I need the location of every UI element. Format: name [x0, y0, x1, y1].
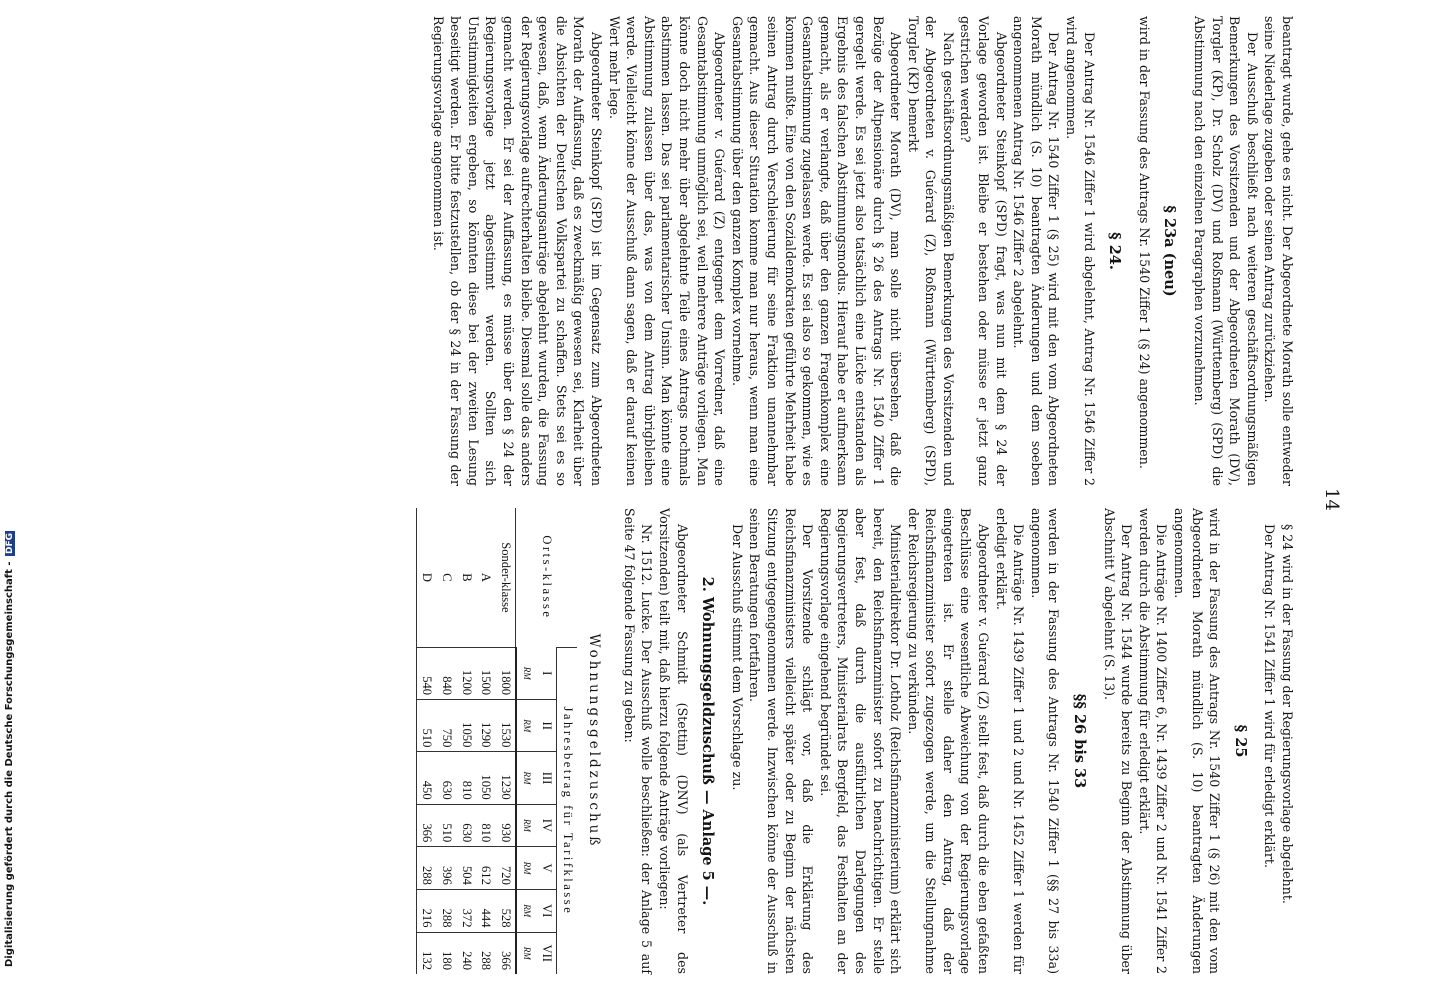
table-row-label: C: [440, 573, 455, 582]
table-row: [436, 508, 456, 974]
paragraph: Ministerialdirektor Dr. Lotholz (Reichsfinanzministerium) erklärt sich bereit, den Reichsfinanzminister sofort zu benachrichtigen. Er stelle aber fest, daß durch die ausführlichen Darlegungen des Regierungsvertreters, Ministerialrats Bergfeld, das Festhalten an der Regierungsvorlage eingehend begründet sei.: [817, 508, 904, 974]
table-cell: 504: [456, 847, 476, 890]
table-header-class: VI: [536, 889, 556, 932]
paragraph: Abgeordneter v. Guérard (Z) stellt fest, daß durch die eben gefaßten Beschlüsse eine wesentliche Abweichung von der Regierungsvorlage eingetreten ist. Er stelle daher den Antrag, daß der Reichsfinanzminister sofort zugezogen werde, um die Stellungnahme der Reichsregierung zu verkünden.: [905, 508, 992, 974]
table-cell: 1200: [456, 647, 476, 699]
table-header-unit: RM: [516, 647, 537, 699]
dfg-logo: DFG: [5, 532, 15, 554]
table-cell: 1800: [495, 647, 516, 699]
table-cell: 372: [456, 889, 476, 932]
table-header-class: III: [536, 752, 556, 804]
paragraph: Der Ausschuß stimmt dem Vorschlage zu.: [729, 524, 745, 791]
table-header-unit: RM: [516, 847, 537, 890]
table-cell: 750: [436, 700, 456, 752]
table-cell: 288: [436, 889, 456, 932]
paragraph: Abgeordneter v. Guérard (Z) entgegnet dem Vorredner, daß eine Gesamtabstimmung unmöglich sei, weil mehrere Anträge vorliegen. Man könne doch nicht mehr über abgelehnte Teile eines Antrags nochmals abstimmen lassen. Das sei parlamentarischer Unsinn. Man könnte eine Abstimmung zulassen über das, was von dem Antrag übrigbleiben werde. Vielleicht könne der Ausschuß dann sagen, daß er darauf keinen Wert mehr lege.: [606, 16, 728, 486]
table-header-unit: RM: [516, 700, 537, 752]
table-header-unit: RM: [516, 889, 537, 932]
table-cell: 1290: [476, 700, 496, 752]
table-cell: 720: [495, 847, 516, 890]
paragraph: Abgeordneter Morath (DV), man solle nicht übersehen, daß die Bezüge der Altpensionäre durch § 26 des Antrags Nr. 1540 Ziffer 1 geregelt werde. Es sei jetzt also tatsächlich eine Lücke entstanden als Ergebnis des falschen Abstimmungsmodus. Hierauf habe er aufmerksam gemacht, als er verlangte, daß über den ganzen Fragenkomplex eine Gesamtabstimmung zugelassen werde. Es sei also so gekommen, wie es kommen mußte. Eine von den Sozialdemokraten geführte Mehrheit habe seinen Antrag durch Verschleierung für seine Fraktion unannehmbar gemacht. Aus dieser Situation komme man nur heraus, wenn man eine Gesamtabstimmung über den ganzen Komplex vornehme.: [729, 16, 904, 486]
table-cell: 810: [476, 804, 496, 847]
table-cell: 810: [456, 752, 476, 804]
table-row: [476, 508, 496, 974]
table-cell: 528: [495, 889, 516, 932]
table-row: [495, 508, 516, 974]
table-row-label: A: [479, 572, 494, 582]
table-cell: 630: [456, 804, 476, 847]
table-cell: 288: [476, 932, 496, 974]
paragraph: Der Antrag Nr. 1540 Ziffer 1 (§ 25) wird mit den vom Abgeordneten Morath mündlich (S. 10) beantragten Änderungen und dem soeben angenommenen Antrag Nr. 1546 Ziffer 2 abgelehnt.: [1011, 16, 1062, 486]
table-row-label: Sonder-klasse: [499, 542, 514, 613]
paragraph: Der Ausschuß beschließt nach weiteren geschäftsordnungsmäßigen Bemerkungen des Vorsitzenden und der Abgeordneten Morath (DV), Torgler (KP), Dr. Scholz (DV) und Roßmann (Württemberg) (SPD) die Abstimmung nach den einzelnen Paragraphen vorzunehmen.: [1192, 16, 1260, 486]
table-cell: 366: [495, 932, 516, 974]
table-header-unit: RM: [516, 932, 537, 974]
table-cell: 288: [416, 847, 436, 890]
table-cell: 540: [416, 647, 436, 699]
table-cell: 1050: [476, 752, 496, 804]
paragraph: Der Antrag Nr. 1544 wurde bereits zu Beginn der Abstimmung über Abschnitt V abgelehnt (S. 13).: [1101, 508, 1135, 974]
table-header-class: VII: [536, 932, 556, 974]
table-cell: 216: [416, 889, 436, 932]
table-cell: 510: [436, 804, 456, 847]
table-row: [416, 508, 436, 974]
paragraph: werden in der Fassung des Antrags Nr. 1540 Ziffer 1 (§§ 27 bis 33a) angenommen.: [1028, 508, 1062, 974]
table-header-class: V: [536, 847, 556, 890]
table-header-class: IV: [536, 804, 556, 847]
paragraph: Die Anträge Nr. 1400 Ziffer 6, Nr. 1439 Ziffer 2 und Nr. 1541 Ziffer 2 werden durch die Abstimmung für erledigt erklärt.: [1136, 508, 1170, 974]
section-heading: § 25: [1231, 724, 1249, 758]
table-cell: 450: [416, 752, 436, 804]
table-header-unit: RM: [516, 752, 537, 804]
paragraph: Abgeordneter Steinkopf (SPD) fragt, was nun mit dem § 24 der Vorlage geworden ist. Bleibe er bestehen oder müsse er jetzt ganz gestrichen werden?: [958, 16, 1009, 486]
housing-allowance-table: [416, 508, 577, 974]
table-header-ortsklasse: Orts-klasse: [516, 508, 577, 647]
paragraph: wird in der Fassung des Antrags Nr. 1540 Ziffer 1 (§ 26) mit den vom Abgeordneten Morath mündlich (S. 10) beantragten Änderungen angenommen.: [1172, 508, 1223, 974]
table-title: Wohnungsgeldzuschuß: [586, 633, 603, 849]
table-cell: 840: [436, 647, 456, 699]
footer-text: Digitalisierung gefördert durch die Deutsche Forschungsgemeinschaft -: [4, 561, 15, 967]
paragraph: Nach geschäftsordnungsmäßigen Bemerkungen des Vorsitzenden und der Abgeordneten v. Guérard (Z), Roßmann (Württemberg) (SPD), Torgler (KP) bemerkt: [905, 16, 956, 486]
table-row-label: B: [459, 573, 474, 582]
table-cell: 1230: [495, 752, 516, 804]
table-cell: 366: [416, 804, 436, 847]
table-cell: 444: [476, 889, 496, 932]
paragraph: Der Vorsitzende schlägt vor, daß die Erklärung des Reichsfinanzministers vielleicht später oder zu Beginn der nächsten Sitzung entgegengenommen werde. Inzwischen könne der Ausschuß in seinen Beratungen fortfahren.: [747, 508, 816, 974]
paragraph: Der Antrag Nr. 1546 Ziffer 1 wird abgelehnt, Antrag Nr. 1546 Ziffer 2 wird angenommen.: [1064, 16, 1097, 486]
table-cell: 1050: [456, 700, 476, 752]
table-cell: 612: [476, 847, 496, 890]
section-heading: §§ 26 bis 33: [1071, 693, 1089, 789]
section-heading: 2. Wohnungsgeldzuschuß — Anlage 5 —.: [699, 576, 717, 906]
right-column: [416, 508, 1296, 974]
left-column: [429, 16, 1296, 486]
table-row: [456, 508, 476, 974]
table-cell: 510: [416, 700, 436, 752]
table-cell: 1530: [495, 700, 516, 752]
section-heading: § 23a (neu): [1161, 205, 1179, 297]
table-header-group: Jahresbetrag für Tarifklasse: [557, 647, 577, 974]
table-cell: 630: [436, 752, 456, 804]
section-heading: § 24.: [1106, 232, 1124, 270]
table-cell: 1500: [476, 647, 496, 699]
table-cell: 180: [436, 932, 456, 974]
paragraph: beantragt wurde, gehe es nicht. Der Abgeordnete Morath solle entweder seine Niederlage zugeben oder seinen Antrag zurückziehen.: [1262, 16, 1295, 486]
paragraph: Die Anträge Nr. 1439 Ziffer 1 und 2 und Nr. 1452 Ziffer 1 werden für erledigt erklärt.: [993, 508, 1027, 974]
paragraph: Der Antrag Nr. 1541 Ziffer 1 wird für erledigt erklärt.: [1262, 524, 1278, 868]
paragraph: Abgeordneter Schmidt (Stettin) (DNV) (als Vertreter des Vorsitzenden) teilt mit, daß hierzu folgende Anträge vorliegen:: [657, 508, 690, 974]
table-header-class: I: [540, 671, 555, 676]
table-cell: 132: [416, 932, 436, 974]
page-number: 14: [1321, 488, 1342, 511]
table-cell: 930: [495, 804, 516, 847]
table-cell: 396: [436, 847, 456, 890]
paragraph: § 24 wird in der Fassung der Regierungsvorlage abgelehnt.: [1280, 524, 1295, 904]
paragraph: Nr. 1512. Lucke. Der Ausschuß wolle beschließen: der Anlage 5 auf Seite 47 folgende Fassung zu geben:: [621, 508, 655, 974]
table-header-class: II: [536, 700, 556, 752]
paragraph: Abgeordneter Steinkopf (SPD) ist im Gegensatz zum Abgeordneten Morath der Auffassung, daß es zweckmäßig gewesen sei, Klarheit über die Absichten der Deutschen Volkspartei zu schaffen. Stets sei es so gewesen, daß, wenn Änderungsanträge abgelehnt wurden, die Fassung der Regierungsvorlage aufrechterhalten bleibe. Diesmal solle das anders gemacht werden. Er sei der Auffassung, es müsse über den § 24 der Regierungsvorlage jetzt abgestimmt werden. Sollten sich Unstimmigkeiten ergeben, so könnten diese bei der zweiten Lesung beseitigt werden. Er bitte festzustellen, ob der § 24 in der Fassung der Regierungsvorlage angenommen ist.: [430, 16, 605, 486]
paragraph: wird in der Fassung des Antrags Nr. 1540 Ziffer 1 (§ 24) angenommen.: [1136, 16, 1152, 469]
table-cell: 240: [456, 932, 476, 974]
table-header-unit: RM: [516, 804, 537, 847]
table-row-label: D: [416, 508, 436, 647]
